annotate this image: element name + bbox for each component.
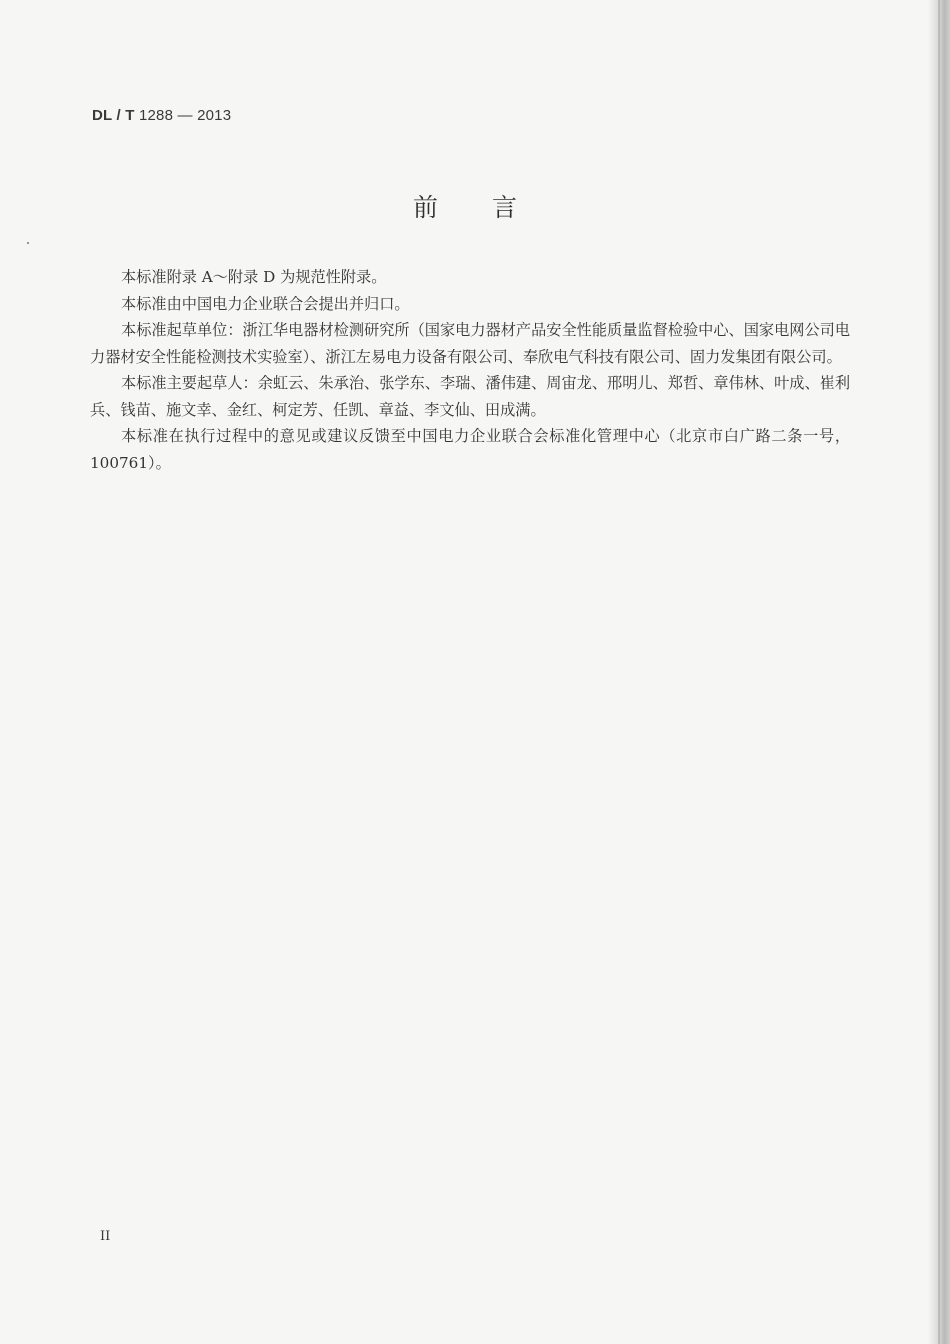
page-number: II	[100, 1229, 111, 1244]
scan-speck	[27, 242, 29, 244]
paragraph-feedback: 本标准在执行过程中的意见或建议反馈至中国电力企业联合会标准化管理中心（北京市白广路二条一号，100761）。	[90, 427, 850, 472]
standard-code-prefix: DL / T	[92, 107, 135, 124]
page-title: 前言	[412, 193, 571, 222]
paragraph-proposer: 本标准由中国电力企业联合会提出并归口。	[121, 294, 410, 313]
standard-code	[92, 107, 231, 124]
paragraph-appendix: 本标准附录 A～附录 D 为规范性附录。	[121, 268, 387, 286]
foreword-body	[90, 264, 850, 476]
page-edge-line	[938, 0, 940, 1344]
standard-code-number: 1288 — 2013	[138, 107, 232, 124]
paragraph-drafting-units: 本标准起草单位：浙江华电器材检测研究所（国家电力器材产品安全性能质量监督检验中心、国家电网公司电力器材安全性能检测技术实验室）、浙江左易电力设备有限公司、奉欣电气科技有限公司、固力发集团有限公司。	[90, 321, 850, 366]
paragraph-drafters: 本标准主要起草人：余虹云、朱承治、张学东、李瑞、潘伟建、周宙龙、邢明儿、郑哲、章伟林、叶成、崔利兵、钱苗、施文幸、金红、柯定芳、任凯、章益、李文仙、田成满。	[90, 374, 850, 419]
